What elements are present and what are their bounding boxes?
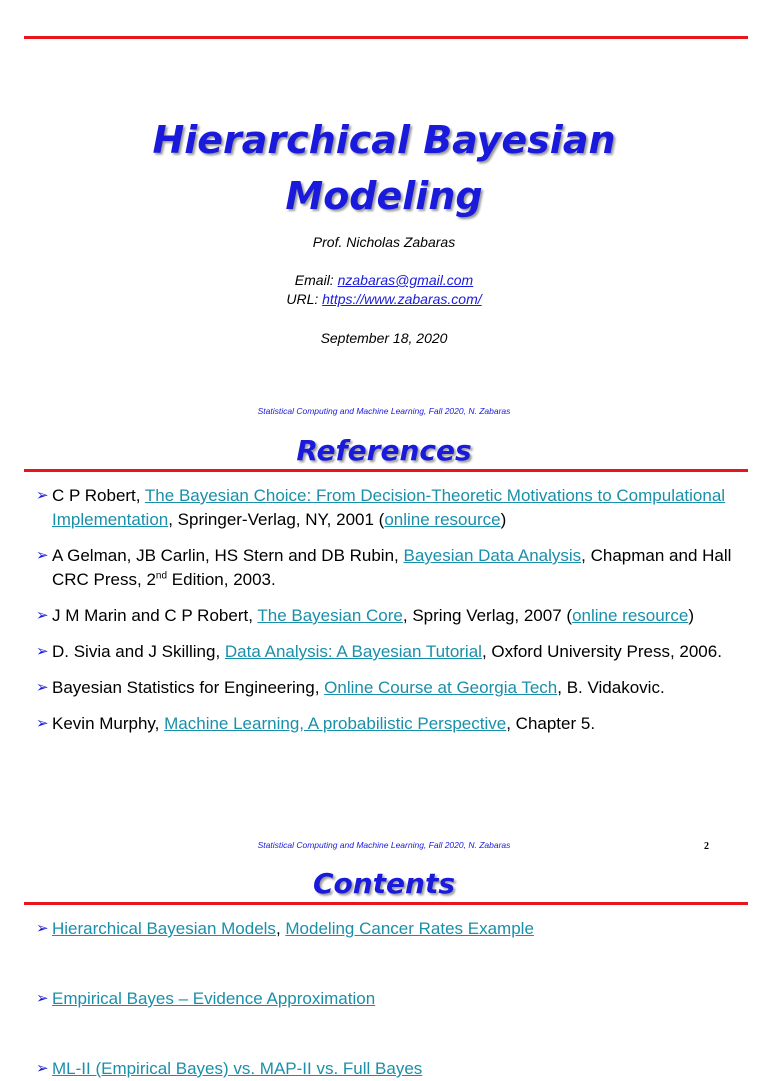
contents-red-rule bbox=[24, 902, 748, 905]
online-resource-link[interactable]: online resource bbox=[384, 510, 501, 529]
contents-heading: Contents bbox=[312, 867, 456, 900]
arrow-bullet-icon: ➢ bbox=[36, 1060, 49, 1077]
url-line bbox=[0, 290, 768, 308]
author: Prof. Nicholas Zabaras bbox=[312, 234, 456, 250]
contents-link[interactable]: Hierarchical Bayesian Models bbox=[52, 919, 276, 938]
contents-link[interactable]: ML-II (Empirical Bayes) vs. MAP-II vs. Full Bayes bbox=[52, 1059, 423, 1078]
contents-link[interactable]: Empirical Bayes – Evidence Approximation bbox=[52, 989, 376, 1008]
reference-item: ➢ C P Robert, The Bayesian Choice: From Decision-Theoretic Motivations to Compulational Implementation, Springer-Verlag, NY, 2001 (online resource) bbox=[36, 486, 726, 529]
slide2-footer: Statistical Computing and Machine Learning, Fall 2020, N. Zabaras bbox=[257, 840, 511, 850]
url-link[interactable]: https://www.zabaras.com/ bbox=[322, 291, 482, 307]
contents-link[interactable]: Modeling Cancer Rates Example bbox=[285, 919, 534, 938]
arrow-bullet-icon: ➢ bbox=[36, 990, 49, 1007]
online-resource-link[interactable]: online resource bbox=[572, 606, 689, 625]
reference-link[interactable]: The Bayesian Core bbox=[257, 606, 403, 625]
top-red-rule bbox=[24, 36, 748, 39]
reference-item: ➢ Kevin Murphy, Machine Learning, A probabilistic Perspective, Chapter 5. bbox=[36, 712, 736, 736]
email-link[interactable]: nzabaras@gmail.com bbox=[337, 272, 474, 288]
reference-item: ➢ J M Marin and C P Robert, The Bayesian Core, Spring Verlag, 2007 (online resource) bbox=[36, 604, 736, 628]
slide-title-line1: Hierarchical Bayesian bbox=[152, 118, 616, 162]
reference-link[interactable]: Data Analysis: A Bayesian Tutorial bbox=[224, 642, 482, 661]
slide-title bbox=[0, 112, 768, 224]
url-label: URL: bbox=[286, 291, 323, 307]
reference-item: ➢ D. Sivia and J Skilling, Data Analysis: A Bayesian Tutorial, Oxford University Press, 2006. bbox=[36, 640, 736, 664]
references-red-rule bbox=[24, 469, 748, 472]
arrow-bullet-icon: ➢ bbox=[36, 715, 49, 732]
page-number: 2 bbox=[704, 841, 709, 852]
slide-title-line2: Modeling bbox=[285, 174, 483, 218]
arrow-bullet-icon: ➢ bbox=[36, 643, 49, 660]
contents-item: ➢ Hierarchical Bayesian Models, Modeling Cancer Rates Example bbox=[36, 917, 752, 941]
arrow-bullet-icon: ➢ bbox=[36, 920, 49, 937]
arrow-bullet-icon: ➢ bbox=[36, 547, 49, 564]
reference-item: ➢ A Gelman, JB Carlin, HS Stern and DB Rubin, Bayesian Data Analysis, Chapman and Hall CRC Press, 2nd Edition, 2003. bbox=[36, 546, 732, 589]
reference-link[interactable]: Bayesian Data Analysis bbox=[403, 546, 582, 565]
slide1-footer: Statistical Computing and Machine Learning, Fall 2020, N. Zabaras bbox=[257, 406, 511, 416]
reference-link[interactable]: The Bayesian Choice: From Decision-Theoretic Motivations to Compulational Implementation bbox=[52, 486, 726, 529]
email-line bbox=[0, 271, 768, 289]
arrow-bullet-icon: ➢ bbox=[36, 487, 49, 504]
date: September 18, 2020 bbox=[320, 330, 448, 346]
reference-list bbox=[36, 484, 736, 736]
arrow-bullet-icon: ➢ bbox=[36, 607, 49, 624]
email-label: Email: bbox=[294, 272, 338, 288]
reference-link[interactable]: Machine Learning, A probabilistic Perspective bbox=[164, 714, 507, 733]
reference-link[interactable]: Online Course at Georgia Tech bbox=[324, 678, 558, 697]
arrow-bullet-icon: ➢ bbox=[36, 679, 49, 696]
reference-item: ➢ Bayesian Statistics for Engineering, Online Course at Georgia Tech, B. Vidakovic. bbox=[36, 676, 736, 700]
contents-item bbox=[36, 987, 752, 1011]
contents-item bbox=[36, 1057, 752, 1081]
references-heading: References bbox=[296, 434, 472, 467]
